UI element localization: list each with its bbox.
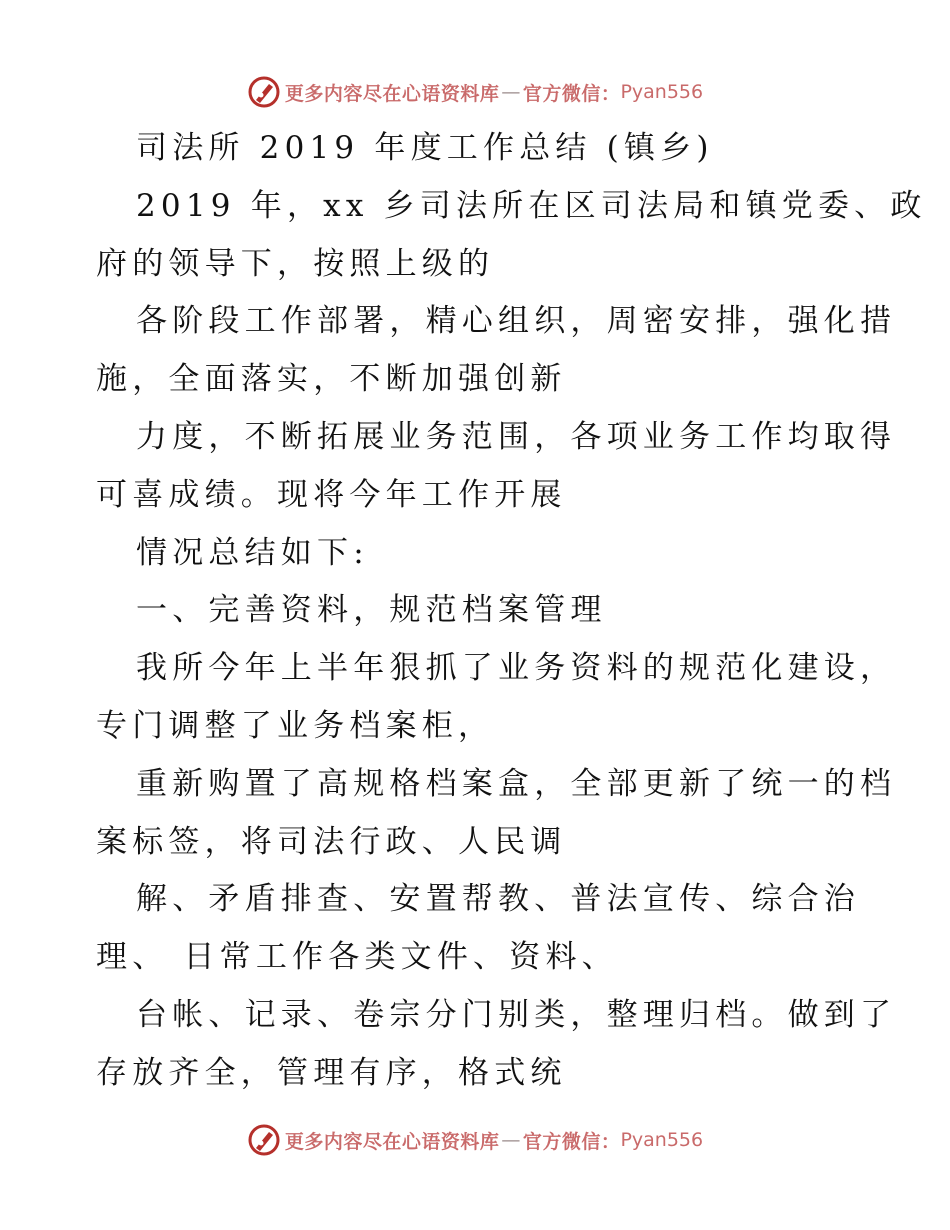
footer-banner-text: 更多内容尽在心语资料库 [284, 1130, 500, 1153]
doc-line: 案标签，将司法行政、人民调 [96, 823, 567, 860]
footer-wechat-label: 官方微信： [522, 1130, 621, 1153]
doc-line: 专门调整了业务档案柜， [96, 707, 495, 744]
header-banner-dash: — [501, 81, 521, 103]
doc-line: 施，全面落实，不断加强创新 [96, 361, 567, 398]
pen-logo-icon [247, 1123, 281, 1157]
doc-line: 情况总结如下: [136, 534, 369, 571]
document-body [96, 120, 927, 1103]
pen-logo-icon [247, 75, 281, 109]
doc-line: 力度，不断拓展业务范围，各项业务工作均取得 [136, 418, 897, 455]
section-heading: 一、完善资料，规范档案管理 [136, 592, 607, 629]
footer-banner [0, 1120, 950, 1160]
header-wechat-id: Pyan556 [620, 81, 704, 103]
doc-line: 台帐、记录、卷宗分门别类，整理归档。做到了 [136, 996, 897, 1033]
doc-line: 我所今年上半年狠抓了业务资料的规范化建设， [136, 650, 897, 687]
header-wechat-label: 官方微信： [522, 82, 621, 105]
doc-line: 可喜成绩。现将今年工作开展 [96, 476, 567, 513]
header-banner-text: 更多内容尽在心语资料库 [284, 82, 500, 105]
doc-line: 存放齐全，管理有序，格式统 [96, 1054, 567, 1091]
header-banner [0, 72, 950, 112]
doc-title: 司法所 2019 年度工作总结 (镇乡) [136, 130, 714, 166]
doc-line: 各阶段工作部署，精心组织，周密安排，强化措 [136, 303, 897, 340]
footer-wechat-id: Pyan556 [620, 1129, 704, 1151]
doc-line: 重新购置了高规格档案盒，全部更新了统一的档 [136, 765, 897, 802]
doc-line: 府的领导下，按照上级的 [96, 245, 495, 282]
doc-line: 2019 年，xx 乡司法所在区司法局和镇党委、政 [136, 187, 927, 224]
footer-banner-dash: — [501, 1129, 521, 1151]
doc-line: 解、矛盾排查、安置帮教、普法宣传、综合治 [136, 881, 860, 918]
doc-line: 理、 日常工作各类文件、资料、 [96, 939, 618, 976]
